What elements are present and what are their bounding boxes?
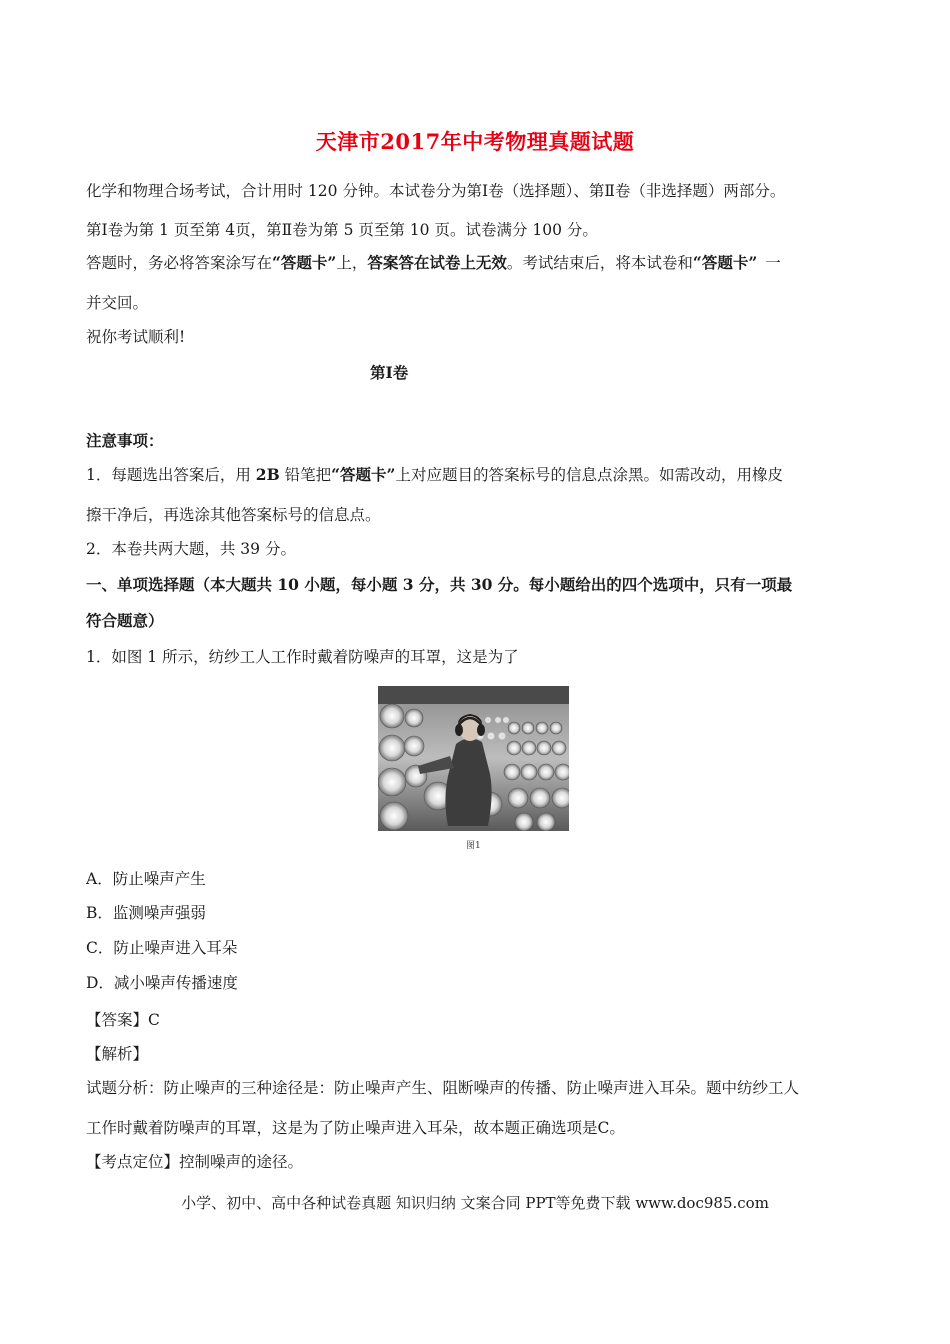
intro-line-3-d: 答案答在试卷上无效 — [367, 253, 507, 272]
analysis-label: 【解析】 — [86, 1045, 149, 1063]
note-1-b: 2B — [255, 465, 280, 484]
note-1-line-1 — [86, 464, 783, 486]
option-d: D．减小噪声传播速度 — [86, 974, 238, 992]
note-1-d: “答题卡” — [331, 465, 396, 484]
option-b: B．监测噪声强弱 — [86, 904, 206, 922]
note-1-c: 铅笔把 — [279, 466, 332, 484]
answer: 【答案】C — [86, 1011, 160, 1029]
section-title: 第Ⅰ卷 — [370, 363, 409, 382]
analysis-line-1: 试题分析：防止噪声的三种途径是：防止噪声产生、阻断噪声的传播、防止噪声进入耳朵。题中纺纱工人 — [86, 1079, 800, 1097]
intro-line-3-a: 答题时，务必将答案涂写在 — [86, 254, 273, 272]
notes-heading: 注意事项： — [86, 431, 164, 450]
document-title: 天津市2017年中考物理真题试题 — [315, 129, 635, 154]
question-1-stem: 1．如图 1 所示，纺纱工人工作时戴着防噪声的耳罩，这是为了 — [86, 648, 519, 666]
textile-worker-illustration — [378, 686, 569, 831]
note-2: 2．本卷共两大题，共 39 分。 — [86, 540, 296, 558]
intro-line-1: 化学和物理合场考试，合计用时 120 分钟。本试卷分为第Ⅰ卷（选择题）、第Ⅱ卷（非选择题）两部分。 — [86, 182, 786, 200]
option-c: C．防止噪声进入耳朵 — [86, 939, 238, 957]
kaodian: 【考点定位】控制噪声的途径。 — [86, 1153, 304, 1171]
intro-line-2: 第Ⅰ卷为第 1 页至第 4页，第Ⅱ卷为第 5 页至第 10 页。试卷满分 100 分。 — [86, 221, 598, 239]
note-1-a: 1．每题选出答案后，用 — [86, 466, 256, 484]
intro-line-3-c: 上， — [336, 254, 368, 272]
intro-line-3-g: 一 — [765, 254, 781, 272]
figure-1-photo — [378, 686, 569, 831]
note-1-e: 上对应题目的答案标号的信息点涂黑。如需改动，用橡皮 — [395, 466, 783, 484]
option-a: A．防止噪声产生 — [86, 870, 206, 888]
part1-heading-line-2: 符合题意） — [86, 611, 164, 630]
note-1-line-2: 擦干净后，再选涂其他答案标号的信息点。 — [86, 506, 381, 524]
intro-line-5: 祝你考试顺利! — [86, 328, 186, 346]
figure-1-caption: 图1 — [466, 841, 481, 851]
intro-line-3 — [86, 252, 781, 274]
intro-line-3-e: 。考试结束后，将本试卷和 — [506, 254, 693, 272]
intro-line-3-b: “答题卡” — [272, 253, 337, 272]
page-footer: 小学、初中、高中各种试卷真题 知识归纳 文案合同 PPT等免费下载 www.doc985.com — [181, 1194, 769, 1212]
intro-line-4: 并交回。 — [86, 294, 149, 312]
analysis-line-2: 工作时戴着防噪声的耳罩，这是为了防止噪声进入耳朵，故本题正确选项是C。 — [86, 1119, 625, 1137]
intro-line-3-f: “答题卡” — [692, 253, 758, 272]
part1-heading-line-1: 一、单项选择题（本大题共 10 小题，每小题 3 分，共 30 分。每小题给出的四个选项中，只有一项最 — [86, 575, 793, 594]
